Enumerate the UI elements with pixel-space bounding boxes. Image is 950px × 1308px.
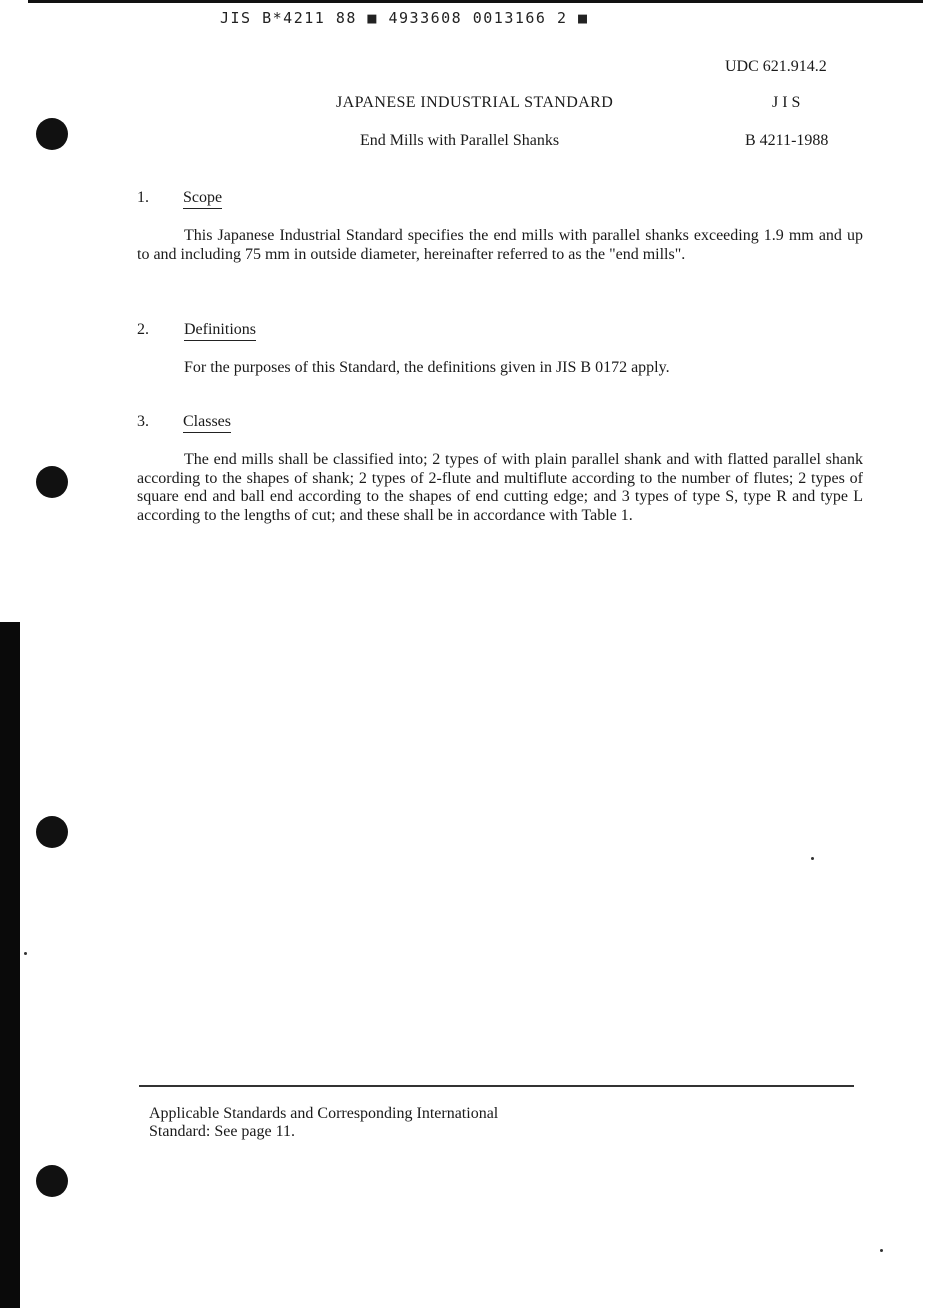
footnote — [149, 1105, 498, 1141]
definitions-paragraph: For the purposes of this Standard, the definitions given in JIS B 0172 apply. — [184, 359, 670, 376]
section-title-scope: Scope — [183, 189, 222, 209]
section-number: 2. — [137, 321, 149, 338]
document-title: End Mills with Parallel Shanks — [360, 132, 560, 149]
standard-number: B 4211-1988 — [745, 132, 829, 149]
footnote-line: Applicable Standards and Corresponding International — [149, 1105, 499, 1122]
section-number: 3. — [137, 413, 149, 430]
binder-hole — [36, 118, 68, 150]
binder-hole — [36, 816, 68, 848]
scan-speck — [880, 1249, 883, 1252]
scan-speck — [811, 857, 814, 860]
scan-edge-shadow — [0, 622, 20, 1308]
binder-hole — [36, 1165, 68, 1197]
scope-paragraph: This Japanese Industrial Standard specifies the end mills with parallel shanks exceeding 1.9 mm and up to and including 75 mm in outside diameter, hereinafter referred to as the "end mills". — [137, 227, 863, 263]
binder-hole — [36, 466, 68, 498]
section-number: 1. — [137, 189, 149, 206]
jis-mark: J I S — [772, 94, 801, 111]
organization-title: JAPANESE INDUSTRIAL STANDARD — [336, 94, 614, 111]
section-title-classes: Classes — [183, 413, 231, 433]
scan-speck — [24, 952, 27, 955]
footnote-divider — [139, 1085, 854, 1087]
section-title-definitions: Definitions — [184, 321, 256, 341]
classes-paragraph: The end mills shall be classified into; 2 types of with plain parallel shank and with flatted parallel shank according to the shapes of shank; 2 types of 2-flute and multiflute according to the number of flutes; 2 types of square end and ball end according to the shapes of end cutting edge; and 3 types of type S, type R and type L according to the lengths of cut; and these shall be in accordance with Table 1. — [137, 451, 863, 524]
scan-header-code: JIS B*4211 88 ■ 4933608 0013166 2 ■ — [220, 9, 589, 27]
udc-number: UDC 621.914.2 — [725, 58, 827, 75]
footnote-line: Standard: See page 11. — [149, 1123, 296, 1140]
scan-top-border — [28, 0, 923, 3]
